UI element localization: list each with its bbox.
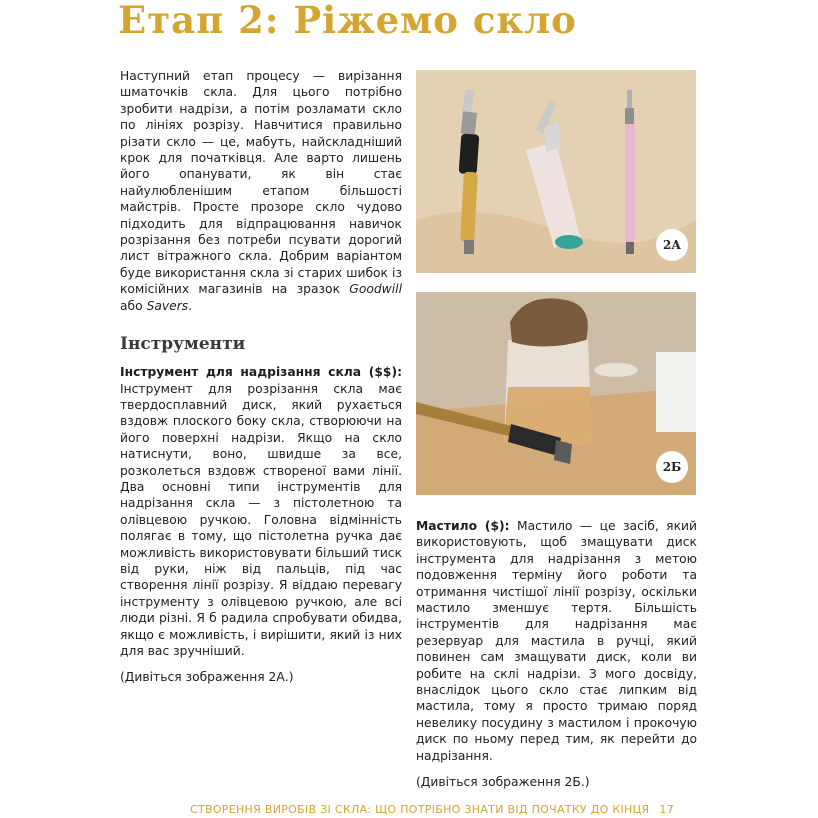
- tools-heading: Інструменти: [120, 334, 246, 355]
- brand-savers: Savers: [146, 298, 189, 313]
- page-title: Етап 2: Ріжемо скло: [118, 0, 577, 42]
- cutter-label: Інструмент для надрізання скла ($$):: [120, 365, 402, 380]
- intro-text: Наступний етап процесу — вирізання шматочків скла. Для цього потрібно зробити надрізи, а потім розламати скло по лініях розрізу. Навчитися правильно різати скло — це, мабуть, найскладніший крок для початківця. Але варто лишень його опанувати, як він стає найулюбленішим етапом більшості майстрів. Просте прозоре скло чудово підходить для відпрацювання навичок розрізання без потреби псувати дорогий лист вітражного скла. Добрим варіантом буде використання скла зі старих шибок із комісійних магазинів на зразок: [120, 69, 402, 297]
- brand-goodwill: Goodwill: [349, 282, 402, 297]
- right-column: [416, 518, 697, 791]
- page-footer: [190, 803, 690, 816]
- glass-cutters-illustration: [416, 70, 696, 273]
- photo-label-2a: 2А: [656, 229, 688, 261]
- footer-text: СТВОРЕННЯ ВИРОБІВ ЗІ СКЛА: ЩО ПОТРІБНО ЗНАТИ ВІД ПОЧАТКУ ДО КІНЦЯ: [190, 803, 650, 816]
- photo-oil-jar: [416, 292, 696, 495]
- oil-text: Мастило — це засіб, який використовують, щоб змащувати диск інструмента для надрізання з метою подовження терміну його роботи та отримання чистішої лінії розрізу, оскільки мастило зменшує тертя. Більшість інструментів для надрізання має резервуар для мастила в ручці, який повинен сам змащувати диск, коли ви робите на склі надрізи. З мого досвіду, внаслідок цього скло стає липким від мастила, тому я просто тримаю поряд невелику посудину з мастилом і прокочую диск по ньому перед тим, як перейти до надрізання.: [416, 519, 697, 763]
- left-column: [120, 68, 402, 686]
- oil-ref: (Дивіться зображення 2Б.): [416, 775, 590, 790]
- cutter-paragraph: [120, 364, 402, 659]
- oil-jar-illustration: [416, 292, 696, 495]
- intro-end: .: [188, 298, 193, 313]
- intro-paragraph: [120, 68, 402, 314]
- oil-label: Мастило ($):: [416, 519, 510, 533]
- cutter-text: Інструмент для розрізання скла має твердосплавний диск, який рухається вздовж плоского боку скла, створюючи на його поверхні надрізи. Якщо на скло натиснути, воно, швидше за все, розколеться вздовж створеної вами лінії. Два основні типи інструментів для надрізання скла — з пістолетною та олівцевою ручкою. Головна відмінність полягає в тому, що пістолетна ручка дає можливість використовувати більший тиск від руки, ніж від пальців, під час створення лінії розрізу. Я віддаю перевагу інструменту з олівцевою ручкою, але всі люди різні. Я б радила спробувати обидва, якщо є можливість, і вирішити, який із них для вас зручніший.: [120, 381, 402, 658]
- cutter-ref: (Дивіться зображення 2А.): [120, 670, 294, 685]
- photo-glass-cutters: [416, 70, 696, 273]
- photo-label-2b: 2Б: [656, 451, 688, 483]
- page-number: 17: [659, 803, 675, 816]
- intro-joiner: або: [120, 298, 147, 313]
- oil-paragraph: [416, 518, 697, 764]
